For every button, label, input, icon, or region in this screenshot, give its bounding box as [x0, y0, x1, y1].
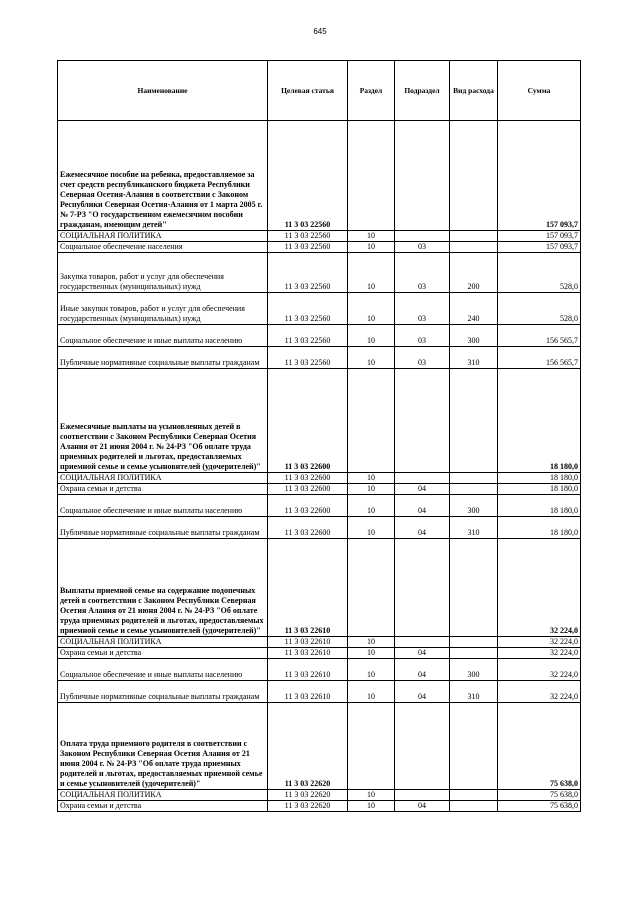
row-amount-cell: 32 224,0 — [498, 681, 581, 703]
row-subsection-cell — [395, 637, 450, 648]
row-subsection-cell: 04 — [395, 659, 450, 681]
page-number: 645 — [313, 27, 327, 36]
row-target-article-cell: 11 3 03 22600 — [268, 484, 348, 495]
row-section-cell: 10 — [348, 801, 395, 812]
row-name-cell: Социальное обеспечение населения — [58, 242, 268, 253]
table-row — [58, 484, 581, 495]
row-subsection-cell — [395, 121, 450, 231]
row-subsection-cell: 04 — [395, 648, 450, 659]
row-amount-cell: 75 638,0 — [498, 703, 581, 790]
row-section-cell: 10 — [348, 659, 395, 681]
row-subsection-cell: 04 — [395, 495, 450, 517]
table-row — [58, 325, 581, 347]
row-subsection-cell: 04 — [395, 484, 450, 495]
column-header-subsection: Подраздел — [395, 61, 450, 121]
row-subsection-cell: 03 — [395, 325, 450, 347]
table-body — [58, 121, 581, 812]
table-row — [58, 801, 581, 812]
row-target-article-cell: 11 3 03 22620 — [268, 790, 348, 801]
row-section-cell — [348, 539, 395, 637]
row-name-cell: Выплаты приемной семье на содержание подопечных детей в соответствии с Законом Республики Северная Осетия Алания от 21 июня 2004 г. № 24-РЗ "Об оплате труда приемных родителей и льготах, предоставляемых приемной семье и семье усыновителей (удочерителей)" — [58, 539, 268, 637]
row-name-cell: Охрана семьи и детства — [58, 648, 268, 659]
row-amount-cell: 18 180,0 — [498, 369, 581, 473]
table-section-row — [58, 539, 581, 637]
table-row — [58, 231, 581, 242]
row-amount-cell: 156 565,7 — [498, 347, 581, 369]
row-section-cell: 10 — [348, 517, 395, 539]
row-name-cell: СОЦИАЛЬНАЯ ПОЛИТИКА — [58, 231, 268, 242]
row-expense-type-cell: 300 — [450, 325, 498, 347]
row-subsection-cell — [395, 539, 450, 637]
row-amount-cell: 32 224,0 — [498, 659, 581, 681]
row-name-cell: Публичные нормативные социальные выплаты гражданам — [58, 517, 268, 539]
row-expense-type-cell: 300 — [450, 495, 498, 517]
table-section-row — [58, 369, 581, 473]
row-target-article-cell: 11 3 03 22620 — [268, 703, 348, 790]
row-target-article-cell: 11 3 03 22600 — [268, 369, 348, 473]
row-amount-cell: 75 638,0 — [498, 801, 581, 812]
table-header-row — [58, 61, 581, 121]
row-amount-cell: 156 565,7 — [498, 325, 581, 347]
row-section-cell — [348, 369, 395, 473]
row-target-article-cell: 11 3 03 22600 — [268, 517, 348, 539]
row-target-article-cell: 11 3 03 22600 — [268, 473, 348, 484]
row-target-article-cell: 11 3 03 22560 — [268, 347, 348, 369]
row-section-cell: 10 — [348, 231, 395, 242]
row-amount-cell: 528,0 — [498, 293, 581, 325]
row-amount-cell: 32 224,0 — [498, 539, 581, 637]
row-subsection-cell: 03 — [395, 347, 450, 369]
row-expense-type-cell — [450, 121, 498, 231]
table-row — [58, 293, 581, 325]
row-name-cell: Ежемесячные выплаты на усыновленных детей в соответствии с Законом Республики Северная Осетия Алания от 21 июня 2004 г. № 24-РЗ "Об оплате труда приемных родителей и льготах, предоставляемых приемной семье и семье усыновителей (удочерителей)" — [58, 369, 268, 473]
row-amount-cell: 528,0 — [498, 253, 581, 293]
table-row — [58, 659, 581, 681]
table-section-row — [58, 121, 581, 231]
row-amount-cell: 32 224,0 — [498, 648, 581, 659]
row-section-cell: 10 — [348, 648, 395, 659]
row-amount-cell: 32 224,0 — [498, 637, 581, 648]
row-expense-type-cell: 240 — [450, 293, 498, 325]
row-amount-cell: 18 180,0 — [498, 495, 581, 517]
row-name-cell: Охрана семьи и детства — [58, 484, 268, 495]
row-section-cell: 10 — [348, 325, 395, 347]
column-header-section: Раздел — [348, 61, 395, 121]
table-row — [58, 681, 581, 703]
row-target-article-cell: 11 3 03 22610 — [268, 648, 348, 659]
budget-table — [57, 60, 581, 812]
row-amount-cell: 75 638,0 — [498, 790, 581, 801]
row-expense-type-cell — [450, 484, 498, 495]
table-row — [58, 648, 581, 659]
row-subsection-cell: 04 — [395, 517, 450, 539]
row-target-article-cell: 11 3 03 22610 — [268, 637, 348, 648]
row-amount-cell: 157 093,7 — [498, 231, 581, 242]
row-target-article-cell: 11 3 03 22560 — [268, 325, 348, 347]
table-row — [58, 637, 581, 648]
row-target-article-cell: 11 3 03 22610 — [268, 539, 348, 637]
row-section-cell — [348, 121, 395, 231]
row-name-cell: Оплата труда приемного родителя в соответствии с Законом Республики Северная Осетия Алания от 21 июня 2004 г. № 24-РЗ "Об оплате труда приемных родителей и льготах, предоставляемых приемной семье и семье усыновителей (удочерителей)" — [58, 703, 268, 790]
row-name-cell: Публичные нормативные социальные выплаты гражданам — [58, 347, 268, 369]
row-expense-type-cell — [450, 801, 498, 812]
column-header-name: Наименование — [58, 61, 268, 121]
row-section-cell — [348, 703, 395, 790]
column-header-amount: Сумма — [498, 61, 581, 121]
row-target-article-cell: 11 3 03 22610 — [268, 659, 348, 681]
table-row — [58, 253, 581, 293]
row-expense-type-cell: 310 — [450, 517, 498, 539]
row-subsection-cell — [395, 473, 450, 484]
row-expense-type-cell: 310 — [450, 347, 498, 369]
row-name-cell: Иные закупки товаров, работ и услуг для обеспечения государственных (муниципальных) нужд — [58, 293, 268, 325]
row-section-cell: 10 — [348, 293, 395, 325]
row-subsection-cell: 04 — [395, 801, 450, 812]
row-expense-type-cell — [450, 648, 498, 659]
row-target-article-cell: 11 3 03 22610 — [268, 681, 348, 703]
row-expense-type-cell — [450, 473, 498, 484]
row-section-cell: 10 — [348, 253, 395, 293]
row-name-cell: Охрана семьи и детства — [58, 801, 268, 812]
row-target-article-cell: 11 3 03 22560 — [268, 242, 348, 253]
row-expense-type-cell — [450, 369, 498, 473]
row-name-cell: Социальное обеспечение и иные выплаты населению — [58, 659, 268, 681]
row-target-article-cell: 11 3 03 22560 — [268, 231, 348, 242]
row-amount-cell: 18 180,0 — [498, 484, 581, 495]
row-subsection-cell — [395, 790, 450, 801]
row-section-cell: 10 — [348, 495, 395, 517]
row-name-cell: Социальное обеспечение и иные выплаты населению — [58, 495, 268, 517]
table-row — [58, 473, 581, 484]
table-row — [58, 242, 581, 253]
row-section-cell: 10 — [348, 790, 395, 801]
table-row — [58, 517, 581, 539]
row-name-cell: Закупка товаров, работ и услуг для обеспечения государственных (муниципальных) нужд — [58, 253, 268, 293]
column-header-target-article: Целевая статья — [268, 61, 348, 121]
row-name-cell: СОЦИАЛЬНАЯ ПОЛИТИКА — [58, 473, 268, 484]
row-expense-type-cell — [450, 242, 498, 253]
row-target-article-cell: 11 3 03 22560 — [268, 253, 348, 293]
row-section-cell: 10 — [348, 242, 395, 253]
row-target-article-cell: 11 3 03 22560 — [268, 293, 348, 325]
row-subsection-cell — [395, 703, 450, 790]
row-amount-cell: 157 093,7 — [498, 242, 581, 253]
row-section-cell: 10 — [348, 347, 395, 369]
row-section-cell: 10 — [348, 473, 395, 484]
row-section-cell: 10 — [348, 681, 395, 703]
row-amount-cell: 157 093,7 — [498, 121, 581, 231]
row-target-article-cell: 11 3 03 22560 — [268, 121, 348, 231]
row-subsection-cell: 03 — [395, 293, 450, 325]
row-section-cell: 10 — [348, 637, 395, 648]
table-row — [58, 495, 581, 517]
row-expense-type-cell: 200 — [450, 253, 498, 293]
column-header-expense-type: Вид расхода — [450, 61, 498, 121]
row-amount-cell: 18 180,0 — [498, 517, 581, 539]
row-target-article-cell: 11 3 03 22620 — [268, 801, 348, 812]
row-subsection-cell: 03 — [395, 242, 450, 253]
row-section-cell: 10 — [348, 484, 395, 495]
row-target-article-cell: 11 3 03 22600 — [268, 495, 348, 517]
row-name-cell: Ежемесячное пособие на ребенка, предоставляемое за счет средств республиканского бюджета Республики Северная Осетия-Алания в соответствии с Законом Республики Северная Осетия-Алания от 1 марта 2005 г. № 7-РЗ "О государственном ежемесячном пособии гражданам, имеющим детей" — [58, 121, 268, 231]
row-expense-type-cell — [450, 790, 498, 801]
row-name-cell: Социальное обеспечение и иные выплаты населению — [58, 325, 268, 347]
table-row — [58, 790, 581, 801]
row-expense-type-cell: 300 — [450, 659, 498, 681]
row-subsection-cell — [395, 369, 450, 473]
row-subsection-cell: 03 — [395, 253, 450, 293]
row-expense-type-cell — [450, 231, 498, 242]
row-amount-cell: 18 180,0 — [498, 473, 581, 484]
row-name-cell: СОЦИАЛЬНАЯ ПОЛИТИКА — [58, 790, 268, 801]
row-expense-type-cell — [450, 703, 498, 790]
row-subsection-cell — [395, 231, 450, 242]
row-name-cell: СОЦИАЛЬНАЯ ПОЛИТИКА — [58, 637, 268, 648]
table-section-row — [58, 703, 581, 790]
row-name-cell: Публичные нормативные социальные выплаты гражданам — [58, 681, 268, 703]
table-row — [58, 347, 581, 369]
row-expense-type-cell — [450, 539, 498, 637]
row-expense-type-cell: 310 — [450, 681, 498, 703]
row-expense-type-cell — [450, 637, 498, 648]
row-subsection-cell: 04 — [395, 681, 450, 703]
